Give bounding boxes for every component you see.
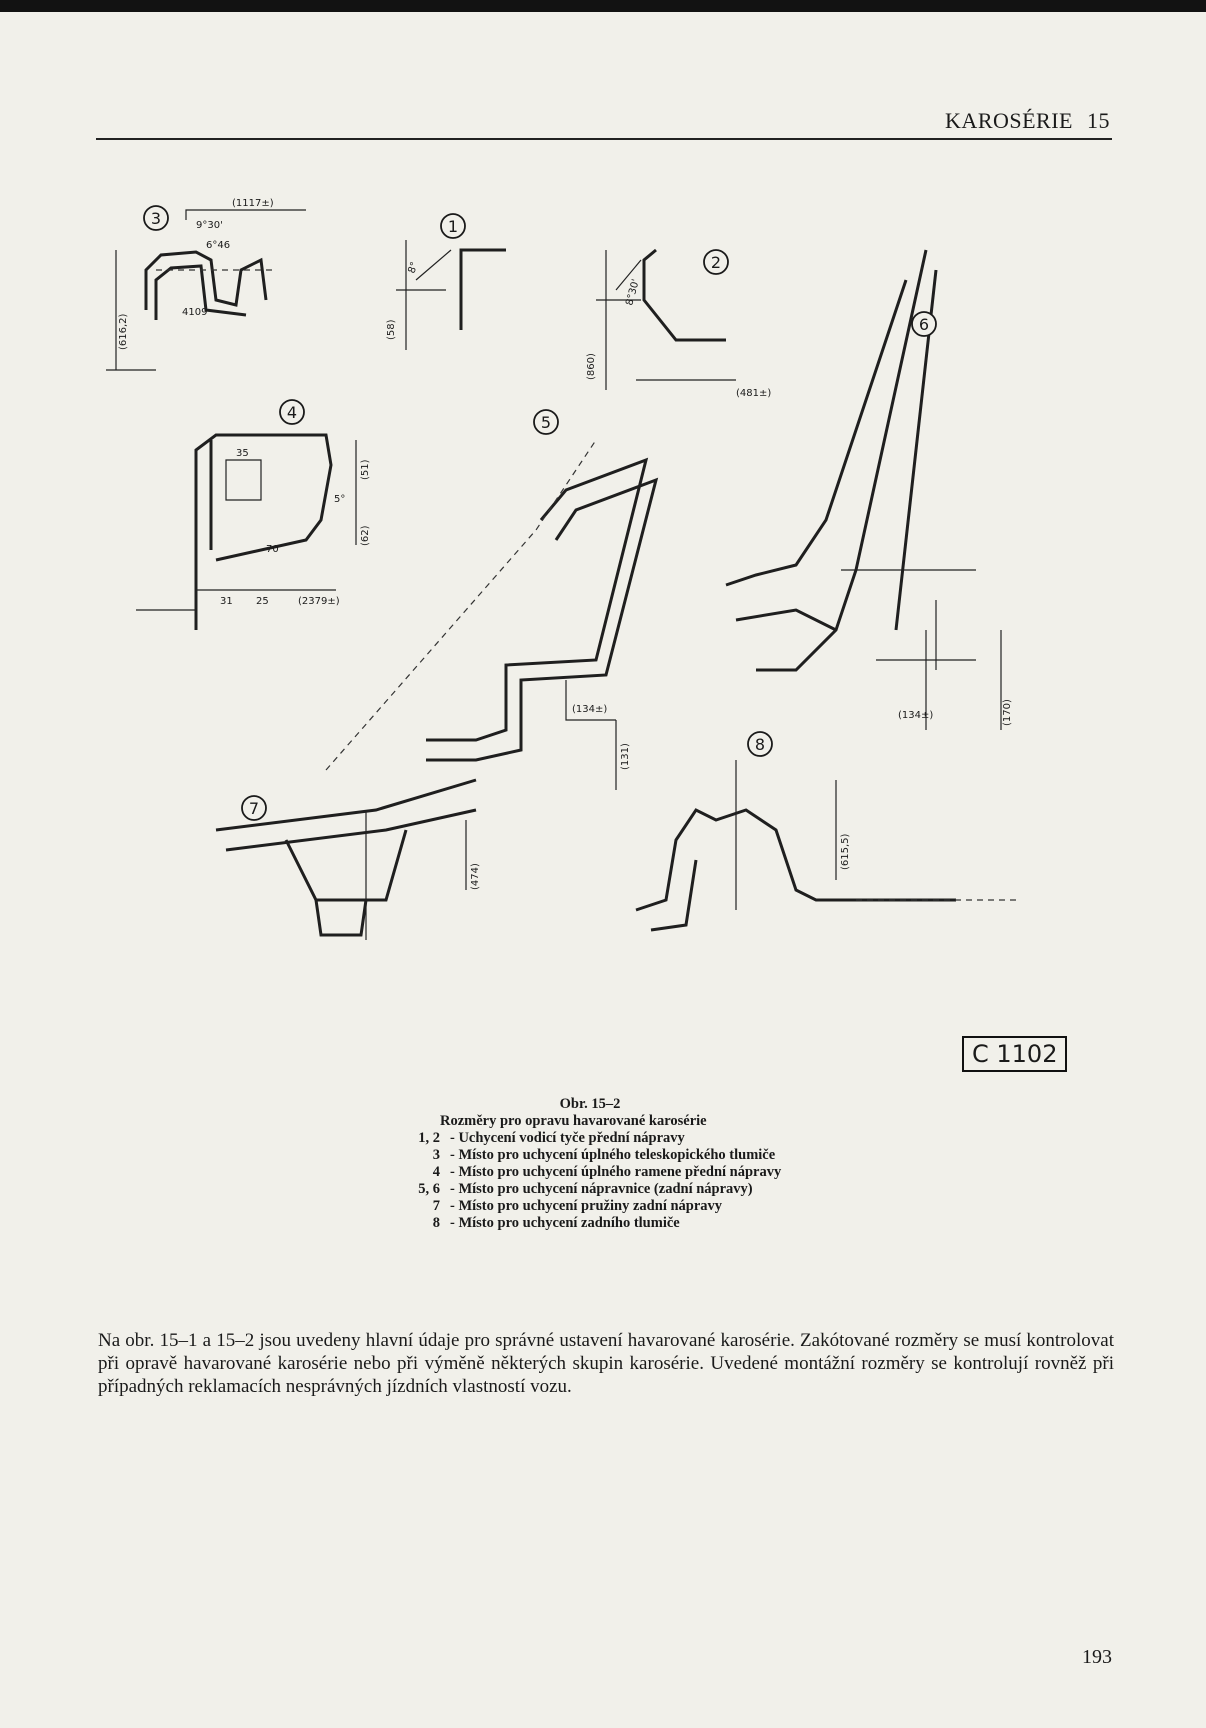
detail-7-number: 7 (248, 799, 260, 818)
dim-label-1: (1117±) (232, 198, 274, 209)
dim-label-13: 5° (334, 494, 346, 505)
detail-1-number: 1 (447, 217, 459, 236)
header-section-number: 15 (1087, 108, 1110, 133)
detail-5-drawing (326, 410, 656, 790)
legend-key: 3 (432, 1147, 440, 1163)
figure-caption (320, 1096, 900, 1232)
legend-item (320, 1130, 900, 1147)
detail-8-number: 8 (754, 735, 766, 754)
technical-drawing-figure (96, 190, 1112, 1090)
legend-key: 1, 2 (418, 1130, 440, 1146)
legend-item (320, 1181, 900, 1198)
detail-4-drawing (136, 400, 371, 630)
dim-label-10: (481±) (736, 388, 772, 399)
running-header (945, 108, 1110, 134)
legend-text: - Místo pro uchycení úplného teleskopického tlumiče (450, 1147, 776, 1163)
dim-label-9: (860) (586, 353, 597, 380)
caption-subtitle: Rozměry pro opravu havarované karosérie (440, 1113, 707, 1129)
drawing-code: C 1102 (962, 1036, 1067, 1072)
page-number: 193 (1082, 1646, 1112, 1668)
legend-text: - Místo pro uchycení pružiny zadní nápravy (450, 1198, 723, 1214)
caption-title: Obr. 15–2 (559, 1096, 621, 1112)
dim-label-6: 8° (406, 260, 421, 276)
header-rule (96, 138, 1112, 140)
detail-7-drawing (216, 780, 481, 940)
dim-label-2: 9°30' (196, 220, 223, 231)
legend-item (320, 1215, 900, 1232)
legend-text: - Místo pro uchycení zadního tlumiče (450, 1215, 680, 1231)
legend-text: - Místo pro uchycení úplného ramene přední nápravy (450, 1164, 782, 1180)
dim-label-23: (474) (470, 863, 481, 890)
detail-1-drawing (386, 214, 506, 350)
legend-key: 4 (432, 1164, 440, 1180)
dim-label-17: 25 (256, 596, 269, 607)
detail-8-drawing (636, 732, 1016, 930)
detail-3-drawing (106, 198, 306, 370)
legend-item (320, 1147, 900, 1164)
legend-key: 5, 6 (418, 1181, 440, 1197)
detail-3-number: 3 (150, 209, 162, 228)
technical-drawing (96, 190, 1112, 1090)
dim-label-21: (134±) (898, 710, 934, 721)
body-paragraph: Na obr. 15–1 a 15–2 jsou uvedeny hlavní údaje pro správné ustavení havarované karosérie. Zakótované rozměry se musí kontrolovat při opravě havarované karosérie nebo při výměně některých skupin karosérie. Uvedené montážní rozměry se kontrolují rovněž při případných reklamacích nesprávných jízdních vlastností vozu. (98, 1330, 1114, 1397)
detail-2-drawing (586, 250, 771, 399)
dim-label-7: (58) (386, 319, 397, 340)
dim-label-19: (134±) (572, 704, 608, 715)
dim-label-24: (615,5) (840, 833, 851, 870)
dim-label-20: (131) (620, 743, 631, 770)
dim-label-18: (2379±) (298, 596, 340, 607)
dim-label-3: 6°46 (206, 240, 231, 251)
detail-6-drawing (726, 250, 1013, 730)
detail-4-number: 4 (286, 403, 298, 422)
dim-label-4: 4109 (182, 307, 208, 318)
legend-key: 7 (432, 1198, 440, 1214)
dim-label-12: (51) (360, 459, 371, 480)
detail-5-number: 5 (540, 413, 552, 432)
caption-legend (320, 1130, 900, 1232)
dim-label-8: 8°30' (624, 278, 642, 307)
legend-item (320, 1164, 900, 1181)
legend-text: - Uchycení vodicí tyče přední nápravy (450, 1130, 685, 1146)
dim-label-5: (616,2) (118, 313, 129, 350)
page-top-edge (0, 0, 1206, 12)
header-title: KAROSÉRIE (945, 108, 1073, 133)
legend-key: 8 (432, 1215, 440, 1231)
detail-2-number: 2 (710, 253, 722, 272)
legend-item (320, 1198, 900, 1215)
dim-label-15: 70 (266, 544, 279, 555)
dim-label-14: (62) (360, 525, 371, 546)
detail-6-number: 6 (918, 315, 930, 334)
dim-label-16: 31 (220, 596, 233, 607)
dim-label-11: 35 (236, 448, 249, 459)
dim-label-22: (170) (1002, 699, 1013, 726)
legend-text: - Místo pro uchycení nápravnice (zadní nápravy) (450, 1181, 753, 1197)
